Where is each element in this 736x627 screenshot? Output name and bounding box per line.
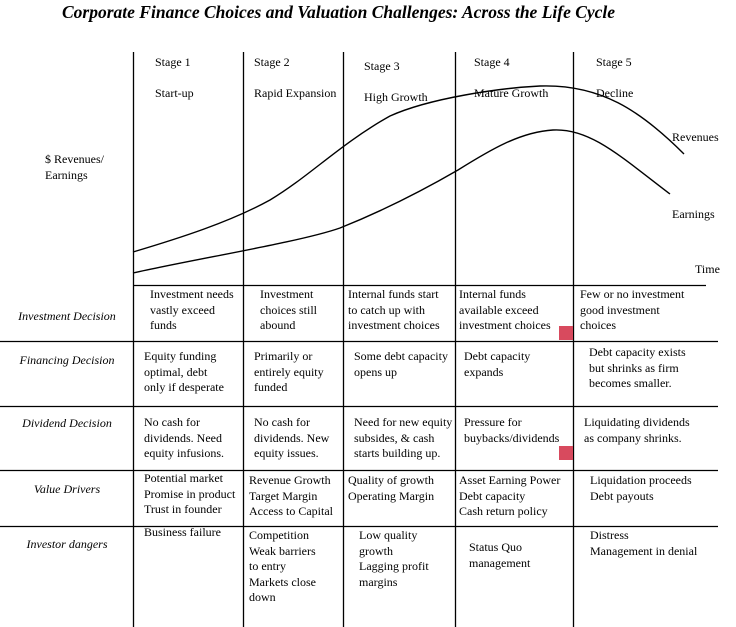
cell-dividend-stage-3: Need for new equity subsides, & cash starts building up. (354, 415, 453, 460)
stage-name: Stage 3 (364, 58, 400, 73)
cell-dividend-stage-5: Liquidating dividends as company shrinks. (584, 415, 690, 445)
stage-name: Stage 1 (155, 54, 191, 69)
cell-investment-stage-2: Investment choices still abound (260, 287, 317, 332)
cell-investor-dangers-stage-3: Low quality growth Lagging profit margins (359, 528, 429, 589)
cell-dividend-stage-1: No cash for dividends. Need equity infusions. (144, 415, 224, 460)
stage-name: Stage 5 (596, 54, 632, 69)
cell-value-drivers-stage-5: Liquidation proceeds Debt payouts (590, 473, 692, 503)
cell-investment-stage-4: Internal funds available exceed investment choices (459, 287, 551, 332)
earnings-curve (133, 130, 670, 273)
cell-financing-stage-5: Debt capacity exists but shrinks as firm becomes smaller. (589, 345, 686, 390)
row-label-dividend: Dividend Decision (22, 416, 112, 430)
stage-4-header (474, 39, 548, 117)
cell-financing-stage-3: Some debt capacity opens up (354, 349, 448, 379)
stage-5-header (596, 39, 633, 117)
earnings-label: Earnings (672, 207, 715, 221)
stage-subtitle: Mature Growth (474, 85, 549, 100)
stage-1-header (155, 39, 194, 117)
cell-financing-stage-4: Debt capacity expands (464, 349, 531, 379)
cell-investment-stage-1: Investment needs vastly exceed funds (150, 287, 234, 332)
revenues-label: Revenues (672, 130, 719, 144)
cell-value-drivers-stage-1: Potential market Promise in product Trust in founder (144, 471, 236, 516)
stage-subtitle: Rapid Expansion (254, 85, 337, 100)
page-title: Corporate Finance Choices and Valuation Challenges: Across the Life Cycle (62, 2, 616, 22)
cell-investment-stage-3: Internal funds start to catch up with investment choices (348, 287, 440, 332)
cell-dividend-stage-4: Pressure for buybacks/dividends (464, 415, 560, 445)
cell-investor-dangers-stage-4: Status Quo management (469, 540, 531, 570)
stage-subtitle: High Growth (364, 89, 428, 104)
cell-financing-stage-1: Equity funding optimal, debt only if desperate (144, 349, 224, 394)
highlight-marker (559, 446, 573, 460)
stage-name: Stage 2 (254, 54, 290, 69)
cell-financing-stage-2: Primarily or entirely equity funded (254, 349, 324, 394)
cell-value-drivers-stage-2: Revenue Growth Target Margin Access to Capital (249, 473, 333, 518)
x-axis-label: Time (695, 262, 720, 276)
highlight-marker (559, 326, 573, 340)
cell-investor-dangers-stage-1: Business failure (144, 525, 221, 539)
row-label-financing: Financing Decision (19, 353, 115, 367)
cell-investor-dangers-stage-5: Distress Management in denial (590, 528, 698, 558)
cell-value-drivers-stage-3: Quality of growth Operating Margin (348, 473, 435, 503)
stage-name: Stage 4 (474, 54, 510, 69)
cell-dividend-stage-2: No cash for dividends. New equity issues. (254, 415, 330, 460)
stage-3-header (364, 43, 428, 121)
cell-investor-dangers-stage-2: Competition Weak barriers to entry Markets close down (249, 528, 316, 604)
row-label-investment: Investment Decision (18, 309, 116, 323)
cell-value-drivers-stage-4: Asset Earning Power Debt capacity Cash return policy (459, 473, 561, 518)
y-axis-label: $ Revenues/ Earnings (45, 152, 104, 182)
stage-2-header (254, 39, 336, 117)
row-label-value-drivers: Value Drivers (33, 482, 101, 496)
stage-subtitle: Decline (596, 85, 634, 100)
cell-investment-stage-5: Few or no investment good investment choices (580, 287, 685, 332)
stage-subtitle: Start-up (155, 85, 194, 100)
row-label-investor-dangers: Investor dangers (26, 537, 108, 551)
